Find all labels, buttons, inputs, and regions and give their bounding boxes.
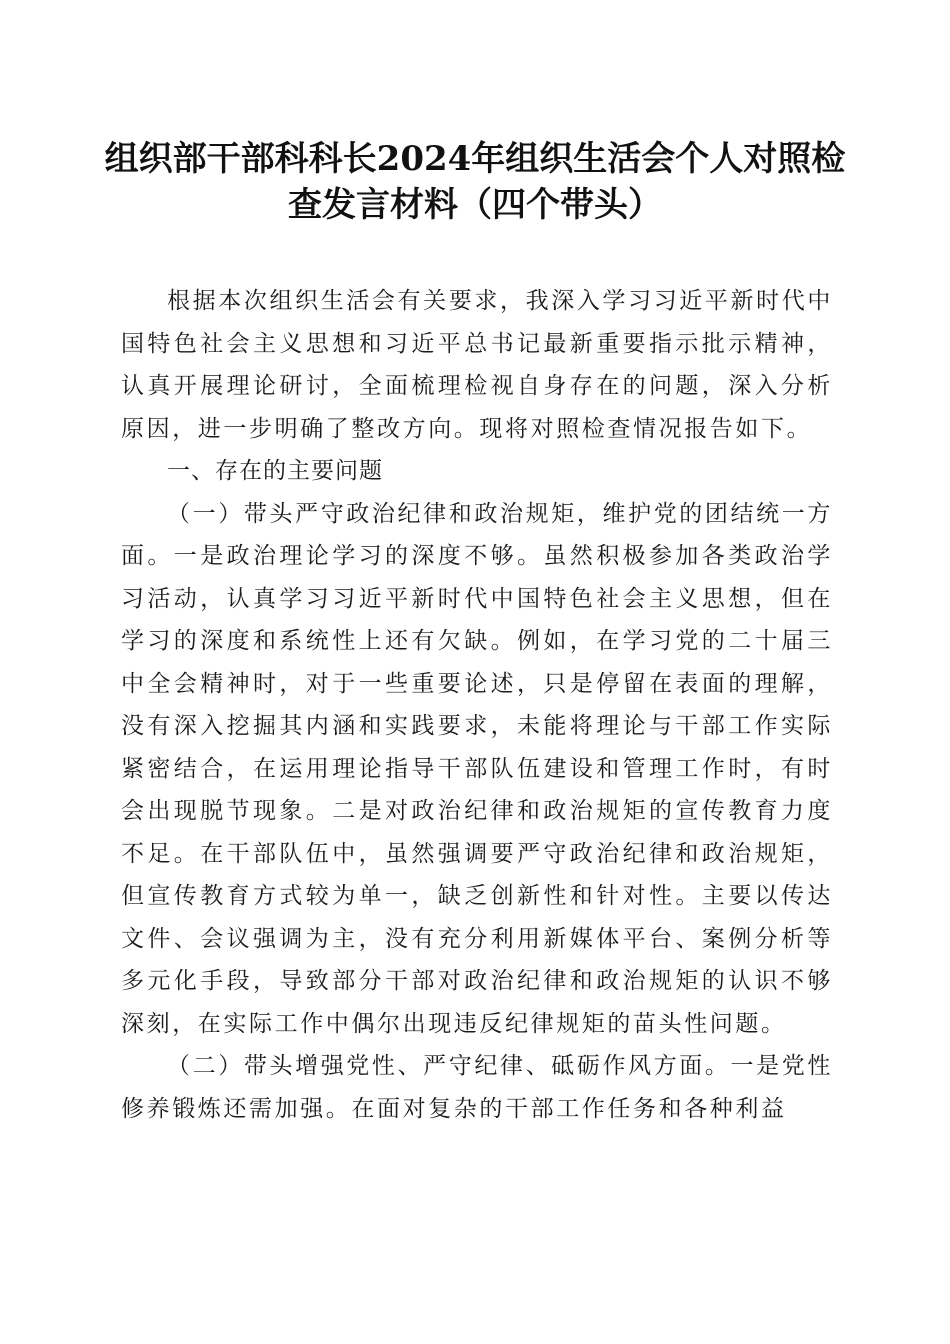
body-paragraph: （一）带头严守政治纪律和政治规矩，维护党的团结统一方面。一是政治理论学习的深度不够。虽然积极参加各类政治学习活动，认真学习习近平新时代中国特色社会主义思想，但在学习的深度和系统性上还有欠缺。例如，在学习党的二十届三中全会精神时，对于一些重要论述，只是停留在表面的理解，没有深入挖掘其内涵和实践要求，未能将理论与干部工作实际紧密结合，在运用理论指导干部队伍建设和管理工作时，有时会出现脱节现象。二是对政治纪律和政治规矩的宣传教育力度不足。在干部队伍中，虽然强调要严守政治纪律和政治规矩，但宣传教育方式较为单一，缺乏创新性和针对性。主要以传达文件、会议强调为主，没有充分利用新媒体平台、案例分析等多元化手段，导致部分干部对政治纪律和政治规矩的认识不够深刻，在实际工作中偶尔出现违反纪律规矩的苗头性问题。 — [121, 500, 833, 1037]
body-paragraph: （二）带头增强党性、严守纪律、砥砺作风方面。一是党性修养锻炼还需加强。在面对复杂的干部工作任务和各种利益 — [121, 1053, 833, 1122]
intro-paragraph: 根据本次组织生活会有关要求，我深入学习习近平新时代中国特色社会主义思想和习近平总书记最新重要指示批示精神，认真开展理论研讨，全面梳理检视自身存在的问题，深入分析原因，进一步明确了整改方向。现将对照检查情况报告如下。 — [121, 288, 833, 442]
document-title: 组织部干部科科长2024年组织生活会个人对照检查发言材料（四个带头） — [104, 139, 846, 225]
section-heading: 一、存在的主要问题 — [167, 458, 383, 484]
document-body — [121, 280, 833, 1130]
